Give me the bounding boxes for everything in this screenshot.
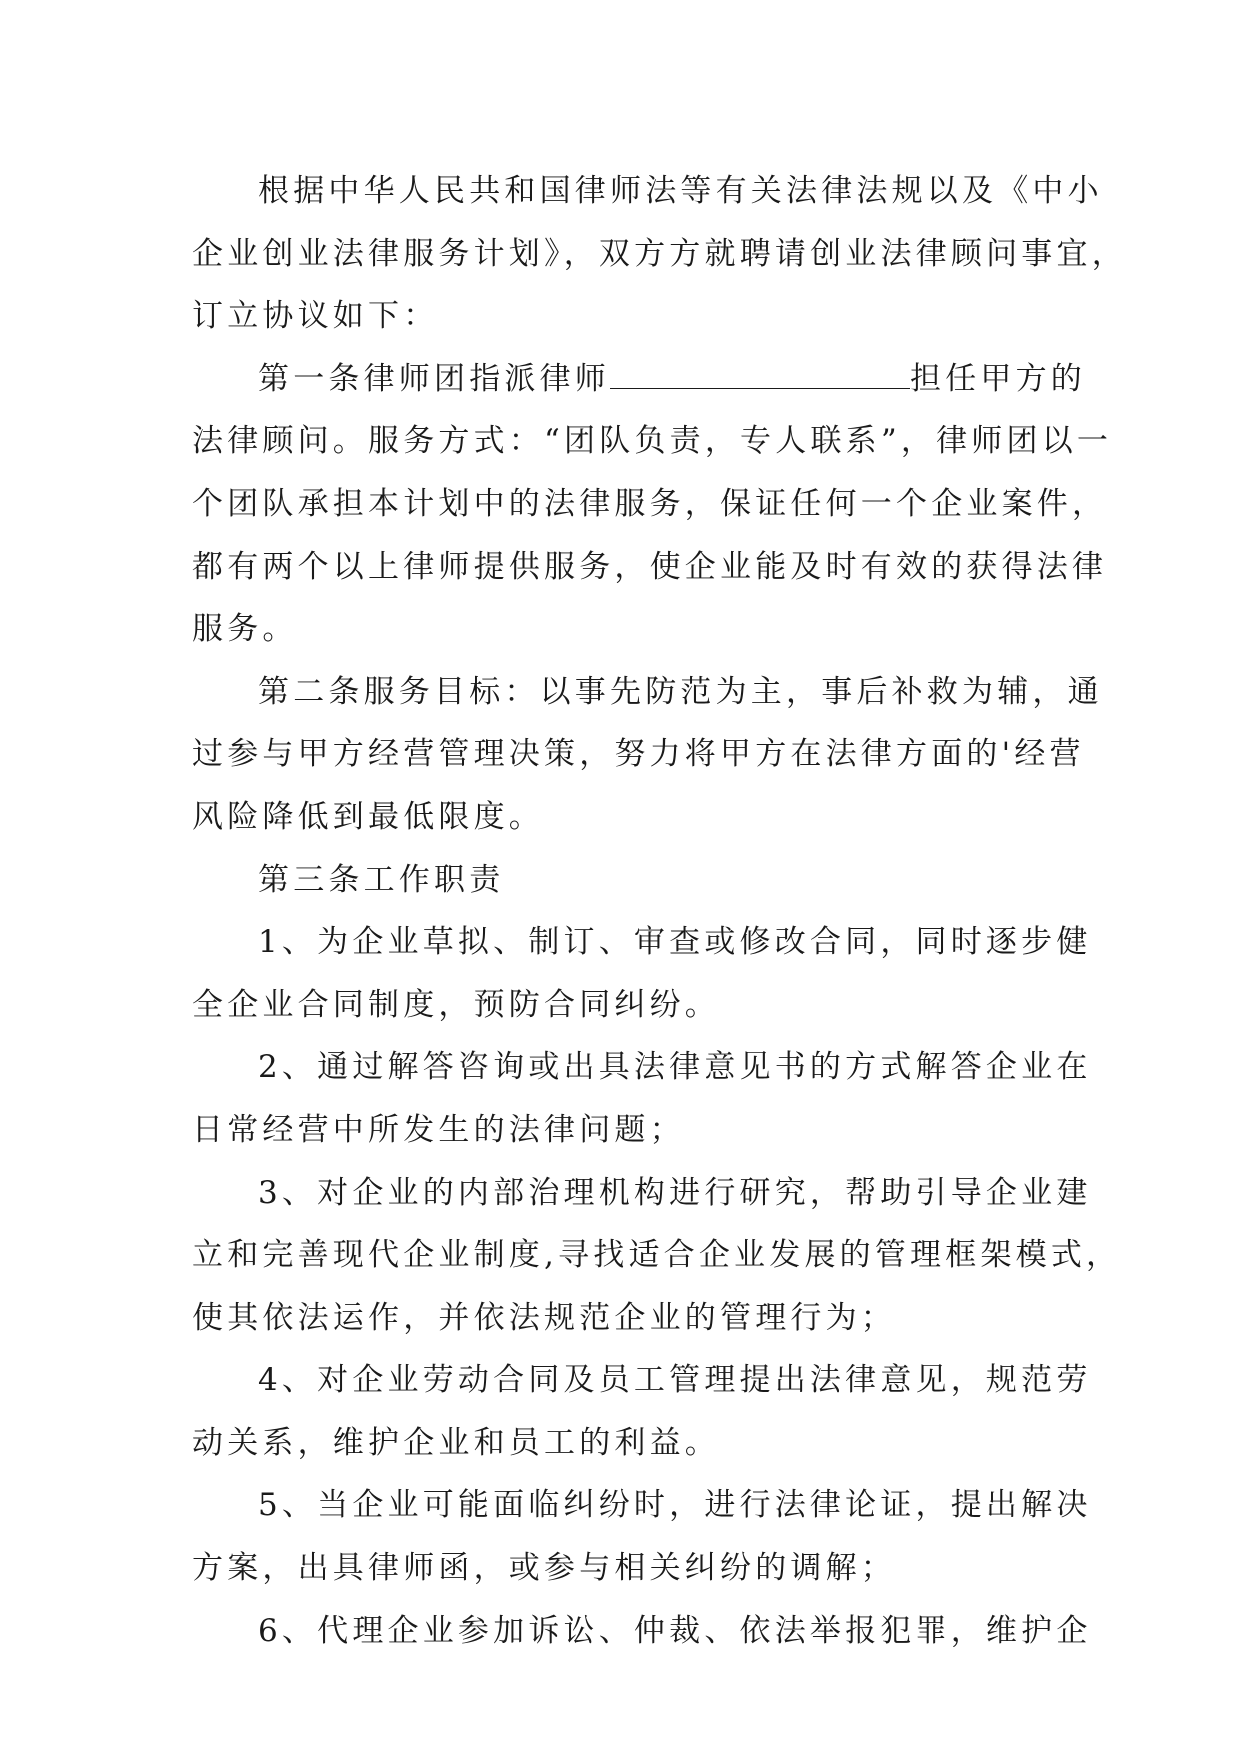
intro-paragraph-cont	[192, 223, 1127, 348]
article-1-lead: 第一条律师团指派律师	[258, 360, 610, 397]
duty-line: 4、对企业劳动合同及员工管理提出法律意见，规范劳	[258, 1362, 1092, 1399]
duty-line: 全企业合同制度，预防合同纠纷。	[192, 986, 720, 1023]
intro-line: 企业创业法律服务计划》，双方方就聘请创业法律顾问事宜，	[192, 235, 1127, 272]
duty-item-5	[192, 1474, 1092, 1537]
duty-line: 5、当企业可能面临纠纷时，进行法律论证，提出解决	[258, 1487, 1092, 1524]
duty-line: 方案，出具律师函，或参与相关纠纷的调解；	[192, 1550, 896, 1587]
lawyer-name-blank[interactable]	[610, 358, 910, 389]
article-1-paragraph-cont	[192, 410, 1113, 660]
intro-paragraph	[192, 160, 1103, 223]
article-1-line: 个团队承担本计划中的法律服务，保证任何一个企业案件，	[192, 485, 1108, 522]
duty-item-2-cont	[192, 1099, 1054, 1162]
article-2-paragraph-cont	[192, 723, 1085, 848]
article-2-paragraph	[192, 661, 1103, 724]
duty-item-1-cont	[192, 974, 1054, 1037]
duty-line: 使其依法运作，并依法规范企业的管理行为；	[192, 1299, 896, 1336]
duty-item-4-cont	[192, 1412, 1054, 1475]
duty-line: 2、通过解答咨询或出具法律意见书的方式解答企业在	[258, 1049, 1092, 1086]
article-1-paragraph	[192, 348, 1086, 411]
duty-line: 日常经营中所发生的法律问题；	[192, 1111, 685, 1148]
article-2-line: 过参与甲方经营管理决策，努力将甲方在法律方面的'经营	[192, 736, 1085, 773]
article-1-after-blank: 担任甲方的	[910, 360, 1086, 397]
duty-item-6	[192, 1600, 1092, 1663]
document-body	[192, 160, 1127, 1662]
article-1-line: 法律顾问。服务方式：“团队负责，专人联系”，律师团以一	[192, 423, 1113, 460]
duty-item-3	[192, 1162, 1092, 1225]
article-1-line: 服务。	[192, 611, 298, 648]
article-3-heading-text: 第三条工作职责	[258, 861, 505, 898]
duty-line: 立和完善现代企业制度,寻找适合企业发展的管理框架模式，	[192, 1237, 1122, 1274]
duty-item-5-cont	[192, 1537, 1054, 1600]
duty-item-4	[192, 1349, 1092, 1412]
duty-item-2	[192, 1036, 1092, 1099]
article-1-line: 都有两个以上律师提供服务，使企业能及时有效的获得法律	[192, 548, 1108, 585]
intro-line: 订立协议如下：	[192, 298, 439, 335]
duty-item-1	[192, 911, 1092, 974]
duty-line: 6、代理企业参加诉讼、仲裁、依法举报犯罪，维护企	[258, 1612, 1092, 1649]
duty-item-3-cont	[192, 1224, 1122, 1349]
intro-line: 根据中华人民共和国律师法等有关法律法规以及《中小	[258, 173, 1103, 209]
duty-line: 3、对企业的内部治理机构进行研究，帮助引导企业建	[258, 1174, 1092, 1211]
article-1-first-line	[192, 348, 1086, 411]
duty-line: 动关系，维护企业和员工的利益。	[192, 1424, 720, 1461]
article-2-line: 第二条服务目标：以事先防范为主，事后补救为辅，通	[258, 673, 1103, 710]
article-2-line: 风险降低到最低限度。	[192, 798, 544, 835]
article-3-heading	[192, 849, 1054, 912]
duty-line: 1、为企业草拟、制订、审查或修改合同，同时逐步健	[258, 924, 1092, 961]
